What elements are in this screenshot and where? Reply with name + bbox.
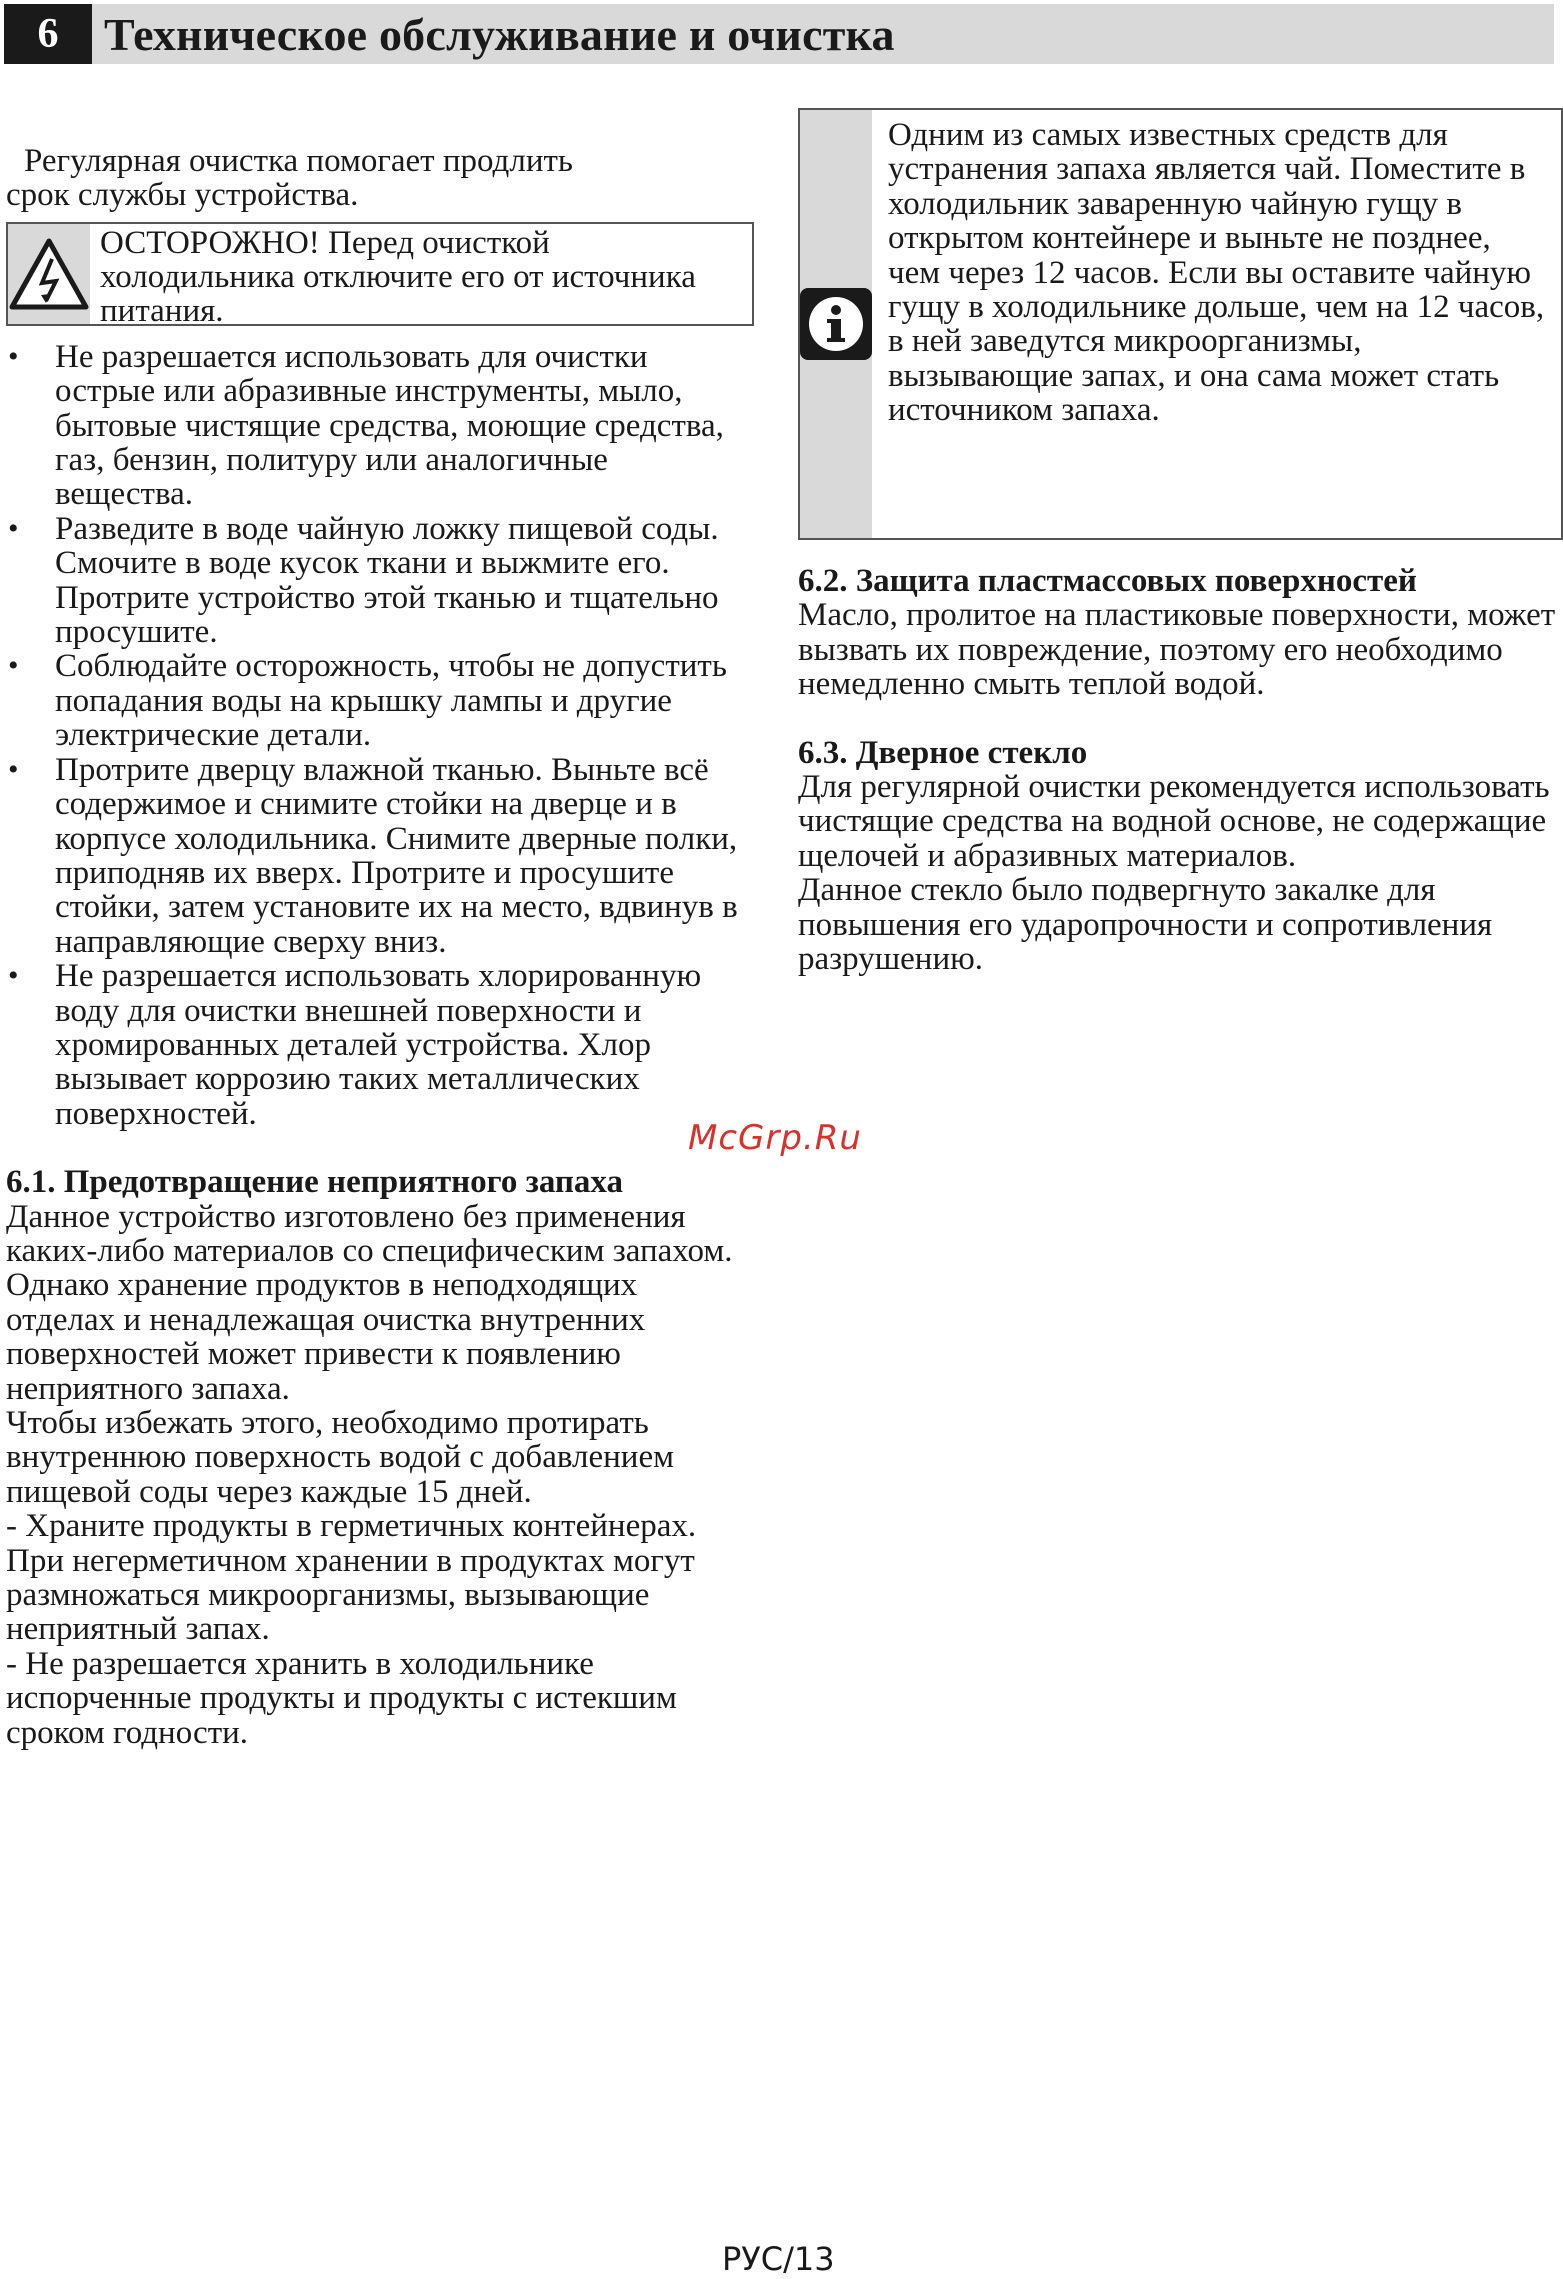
list-item: • Не разрешается использовать для очистки острые или абразивные инструменты, мыло, бытовые чистящие средства, моющие средства, газ, бензин, политуру или аналогичные вещества. xyxy=(6,340,754,512)
info-text: Одним из самых известных средств для устранения запаха является чай. Поместите в холодильник заваренную чайную гущу в открытом контейнере и выньте не позднее, чем через 12 часов. Если вы оставите чайную гущу в холодильнике дольше, чем на 12 часов, в ней заведутся микроорганизмы, вызывающие запах, и она сама может стать источником запаха. xyxy=(888,117,1545,429)
section-6-1-heading: 6.1. Предотвращение неприятного запаха xyxy=(6,1164,623,1201)
intro-paragraph xyxy=(6,144,754,213)
intro-line-1: Регулярная очистка помогает продлить xyxy=(24,143,573,179)
section-6-1-paragraph: - Храните продукты в герметичных контейнерах. При негерметичном хранении в продуктах могут размножаться микроорганизмы, вызывающие неприятный запах. xyxy=(6,1508,697,1648)
page-number: РУС/13 xyxy=(722,2240,835,2278)
section-6-1-paragraph: Чтобы избежать этого, необходимо протирать внутреннюю поверхность водой с добавлением пищевой соды через каждые 15 дней. xyxy=(6,1405,674,1510)
info-box xyxy=(798,108,1563,540)
section-header xyxy=(4,4,1554,64)
list-item: • Протрите дверцу влажной тканью. Выньте всё содержимое и снимите стойки на дверце и в корпусе холодильника. Снимите дверные полки, приподняв их вверх. Протрите и просушите стойки, затем установите их на место, вдвинув в направляющие сверху вниз. xyxy=(6,753,754,959)
warning-text: ОСТОРОЖНО! Перед очисткой холодильника отключите его от источника питания. xyxy=(100,224,696,329)
section-6-3-heading: 6.3. Дверное стекло xyxy=(798,734,1088,771)
info-icon xyxy=(800,288,872,360)
section-number: 6 xyxy=(4,4,92,64)
section-6-2 xyxy=(798,564,1563,702)
intro-line-2: срок службы устройства. xyxy=(6,177,359,214)
section-6-1-paragraph: Данное устройство изготовлено без применения каких-либо материалов со специфическим запахом. Однако хранение продуктов в неподходящих отделах и ненадлежащая очистка внутренних поверхностей может привести к появлению неприятного запаха. xyxy=(6,1198,733,1407)
right-column xyxy=(798,110,1563,976)
info-icon-cell xyxy=(800,110,872,538)
cleaning-instructions-list xyxy=(6,340,754,1131)
section-6-3 xyxy=(798,736,1563,977)
watermark: McGrp.Ru xyxy=(688,1118,862,1158)
list-item: • Соблюдайте осторожность, чтобы не допустить попадания воды на крышку лампы и другие электрические детали. xyxy=(6,649,754,752)
warning-icon-cell xyxy=(8,224,90,324)
section-6-2-paragraph: Масло, пролитое на пластиковые поверхности, может вызвать их повреждение, поэтому его необходимо немедленно смыть теплой водой. xyxy=(798,597,1556,703)
section-6-1-paragraph: - Не разрешается хранить в холодильнике испорченные продукты и продукты с истекшим сроком годности. xyxy=(6,1645,677,1751)
page-title: Техническое обслуживание и очистка xyxy=(104,8,895,60)
section-6-2-heading: 6.2. Защита пластмассовых поверхностей xyxy=(798,563,1417,599)
list-item: • Разведите в воде чайную ложку пищевой соды. Смочите в воде кусок ткани и выжмите его. Протрите устройство этой тканью и тщательно просушите. xyxy=(6,512,754,650)
left-column xyxy=(6,110,754,1750)
section-6-1 xyxy=(6,1165,754,1750)
high-voltage-warning-icon xyxy=(8,237,90,311)
warning-box xyxy=(6,222,754,329)
list-item: • Не разрешается использовать хлорированную воду для очистки внешней поверхности и хромированных деталей устройства. Хлор вызывает коррозию таких металлических поверхностей. xyxy=(6,959,754,1131)
section-6-3-paragraph: Для регулярной очистки рекомендуется использовать чистящие средства на водной основе, не содержащие щелочей и абразивных материалов. xyxy=(798,769,1550,874)
section-6-3-paragraph: Данное стекло было подвергнуто закалке для повышения его ударопрочности и сопротивления разрушению. xyxy=(798,872,1493,978)
